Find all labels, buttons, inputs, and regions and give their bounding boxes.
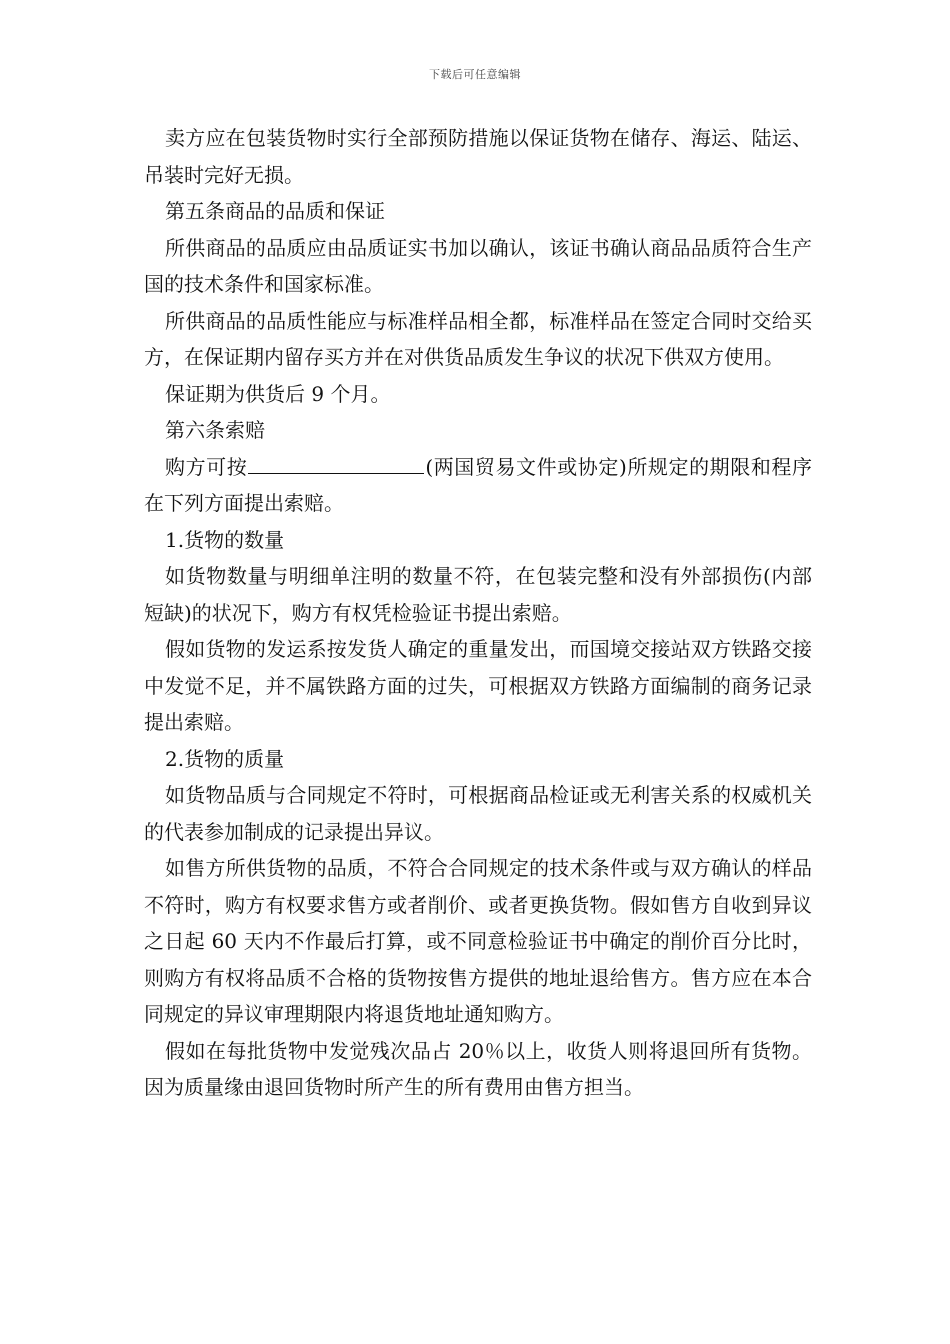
section-heading-article-6: 第六条索赔 bbox=[165, 418, 265, 442]
paragraph-quality-objection: 如货物品质与合同规定不符时，可根据商品检证或无利害关系的权威机关的代表参加制成的记录提出异议。 bbox=[144, 783, 812, 844]
subheading-quality: 2.货物的质量 bbox=[165, 746, 285, 771]
claim-text-before: 购方可按 bbox=[165, 454, 248, 479]
paragraph-claim-basis bbox=[144, 449, 812, 522]
page-header: 下载后可任意编辑 bbox=[429, 68, 521, 81]
paragraph-standard-sample: 所供商品的品质性能应与标准样品相全都，标准样品在签定合同时交给买方，在保证期内留存买方并在对供货品质发生争议的状况下供双方使用。 bbox=[144, 308, 812, 369]
paragraph-defect-return: 假如在每批货物中发觉残次品占 20％以上，收货人则将退回所有货物。因为质量缘由退回货物时所产生的所有费用由售方担当。 bbox=[144, 1038, 812, 1099]
subheading-quantity: 1.货物的数量 bbox=[165, 527, 285, 552]
paragraph-weight-shortage: 假如货物的发运系按发货人确定的重量发出，而国境交接站双方铁路交接中发觉不足，并不属铁路方面的过失，可根据双方铁路方面编制的商务记录提出索赔。 bbox=[144, 637, 812, 734]
paragraph-quality-certificate: 所供商品的品质应由品质证实书加以确认，该证书确认商品品质符合生产国的技术条件和国家标准。 bbox=[144, 235, 812, 296]
paragraph-quality-remedy: 如售方所供货物的品质，不符合合同规定的技术条件或与双方确认的样品不符时，购方有权要求售方或者削价、或者更换货物。假如售方自收到异议之日起 60 天内不作最后打算，或不同意检验证书中确定的削价百分比时，则购方有权将品质不合格的货物按售方提供的地址退给售方。售方应在本合同规定的异议审理期限内将退货地址通知购方。 bbox=[144, 856, 812, 1026]
paragraph-quantity-mismatch: 如货物数量与明细单注明的数量不符，在包装完整和没有外部损伤(内部短缺)的状况下，购方有权凭检验证书提出索赔。 bbox=[144, 564, 812, 625]
paragraph-warranty-period: 保证期为供货后 9 个月。 bbox=[165, 381, 391, 406]
claim-text-after: (两国贸易文件或协定)所规定的期限和程序在下列方面提出索赔。 bbox=[144, 454, 813, 515]
section-heading-article-5: 第五条商品的品质和保证 bbox=[165, 199, 385, 223]
fill-in-blank[interactable] bbox=[248, 455, 424, 474]
document-body bbox=[144, 120, 812, 1106]
paragraph-packaging: 卖方应在包装货物时实行全部预防措施以保证货物在储存、海运、陆运、吊装时完好无损。 bbox=[144, 126, 812, 187]
